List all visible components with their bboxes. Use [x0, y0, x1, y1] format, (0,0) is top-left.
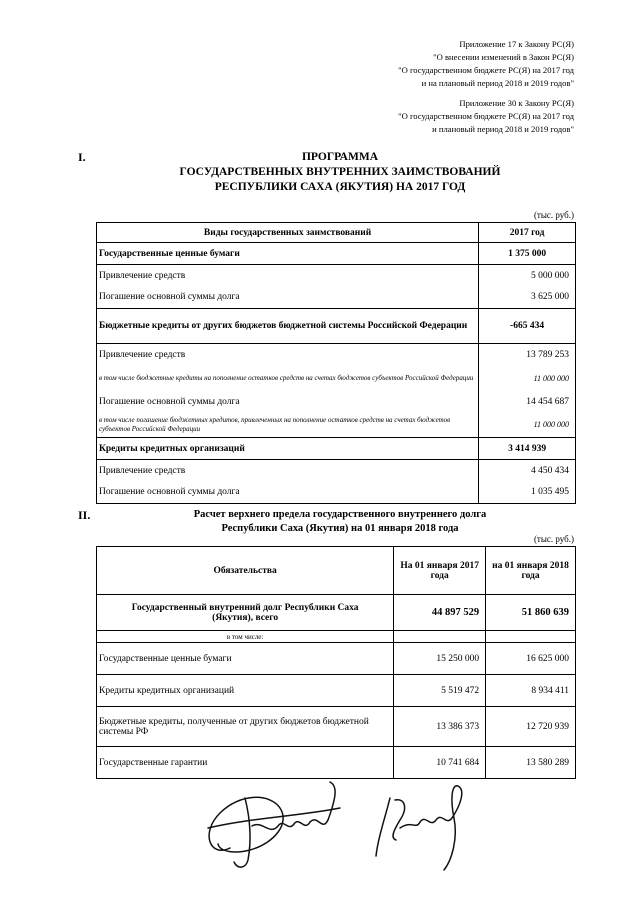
table-row: [97, 643, 576, 675]
table-row-including: [97, 631, 576, 643]
table-row: [97, 747, 576, 779]
column-header: На 01 января 2017 года: [394, 547, 486, 595]
unit-label: (тыс. руб.): [533, 210, 574, 220]
value-2018: 13 580 289: [486, 747, 576, 779]
row-label: Государственные ценные бумаги: [97, 243, 479, 265]
table-row-total: [97, 595, 576, 631]
including-label: в том числе:: [97, 631, 394, 643]
section-2-numeral: II.: [78, 508, 91, 522]
title-line: Республики Саха (Якутия) на 01 января 2018 года: [221, 522, 459, 534]
empty-cell: [486, 631, 576, 643]
row-label: Государственные ценные бумаги: [97, 643, 394, 675]
table-row: [97, 391, 576, 413]
header-line: "О государственном бюджете РС(Я) на 2017 год: [398, 111, 574, 121]
table-row: [97, 309, 576, 344]
row-value: 13 789 253: [479, 344, 576, 366]
header-line: "О государственном бюджете РС(Я) на 2017 год: [398, 65, 574, 75]
borrowing-program-table: [96, 222, 576, 504]
header-line: и на плановый период 2018 и 2019 годов": [421, 78, 574, 88]
row-label: Бюджетные кредиты от других бюджетов бюджетной системы Российской Федерации: [97, 309, 479, 344]
row-label: Государственный внутренний долг Республики Саха (Якутия), всего: [97, 595, 394, 631]
table-row: [97, 460, 576, 482]
column-header: Виды государственных заимствований: [97, 223, 479, 243]
column-header: 2017 год: [479, 223, 576, 243]
table-row: [97, 265, 576, 287]
value-2017: 10 741 684: [394, 747, 486, 779]
value-2017: 5 519 472: [394, 675, 486, 707]
section-2-title: [160, 508, 520, 535]
header-block-1: [398, 38, 574, 90]
table-header-row: [97, 223, 576, 243]
column-header: Обязательства: [97, 547, 394, 595]
signature-image: [190, 778, 490, 878]
row-value: 1 375 000: [479, 243, 576, 265]
row-label: Погашение основной суммы долга: [97, 482, 479, 504]
row-value: 11 000 000: [479, 366, 576, 391]
row-label: в том числе погашение бюджетных кредитов, привлеченных на пополнение остатков средств на счетах бюджетов субъектов Российской Федерации: [97, 413, 479, 438]
table-row: [97, 482, 576, 504]
header-line: "О внесении изменений в Закон РС(Я): [433, 52, 574, 62]
title-line: Расчет верхнего предела государственного внутреннего долга: [193, 509, 487, 520]
title-line: ГОСУДАРСТВЕННЫХ ВНУТРЕННИХ ЗАИМСТВОВАНИЙ: [179, 166, 501, 178]
title-line: ПРОГРАММА: [301, 151, 379, 163]
value-2018: 16 625 000: [486, 643, 576, 675]
value-2017: 15 250 000: [394, 643, 486, 675]
row-value: 4 450 434: [479, 460, 576, 482]
value-2017: 13 386 373: [394, 707, 486, 747]
section-1-title: [120, 150, 560, 195]
value-2018: 12 720 939: [486, 707, 576, 747]
header-line: Приложение 30 к Закону РС(Я): [459, 98, 574, 108]
header-line: Приложение 17 к Закону РС(Я): [459, 39, 574, 49]
table-row: [97, 707, 576, 747]
table-row: [97, 675, 576, 707]
row-value: 1 035 495: [479, 482, 576, 504]
column-header: на 01 января 2018 года: [486, 547, 576, 595]
title-line: РЕСПУБЛИКИ САХА (ЯКУТИЯ) НА 2017 ГОД: [214, 181, 466, 193]
table-header-row: [97, 547, 576, 595]
row-label: в том числе бюджетные кредиты на пополнение остатков средств на счетах бюджетов субъектов Российской Федерации: [97, 366, 479, 391]
row-label: Погашение основной суммы долга: [97, 391, 479, 413]
table-row: [97, 413, 576, 438]
signature-left-icon: [208, 782, 340, 867]
signature-right-icon: [376, 786, 462, 870]
row-value: 11 000 000: [479, 413, 576, 438]
row-label: Привлечение средств: [97, 265, 479, 287]
row-label: Кредиты кредитных организаций: [97, 675, 394, 707]
row-label: Привлечение средств: [97, 460, 479, 482]
row-label: Бюджетные кредиты, полученные от других бюджетов бюджетной системы РФ: [97, 707, 394, 747]
row-value: 14 454 687: [479, 391, 576, 413]
row-value: 3 625 000: [479, 287, 576, 309]
row-value: -665 434: [479, 309, 576, 344]
header-block-2: [398, 97, 574, 136]
row-label: Привлечение средств: [97, 344, 479, 366]
value-2017: 44 897 529: [394, 595, 486, 631]
table-row: [97, 287, 576, 309]
debt-limit-table: [96, 546, 576, 779]
table-row: [97, 243, 576, 265]
table-row: [97, 366, 576, 391]
table-row: [97, 438, 576, 460]
row-label: Государственные гарантии: [97, 747, 394, 779]
section-1-numeral: I.: [78, 150, 86, 164]
unit-label: (тыс. руб.): [533, 534, 574, 544]
row-value: 5 000 000: [479, 265, 576, 287]
row-label: Кредиты кредитных организаций: [97, 438, 479, 460]
header-line: и плановый период 2018 и 2019 годов": [432, 124, 574, 134]
empty-cell: [394, 631, 486, 643]
row-label: Погашение основной суммы долга: [97, 287, 479, 309]
row-value: 3 414 939: [479, 438, 576, 460]
value-2018: 8 934 411: [486, 675, 576, 707]
table-row: [97, 344, 576, 366]
value-2018: 51 860 639: [486, 595, 576, 631]
